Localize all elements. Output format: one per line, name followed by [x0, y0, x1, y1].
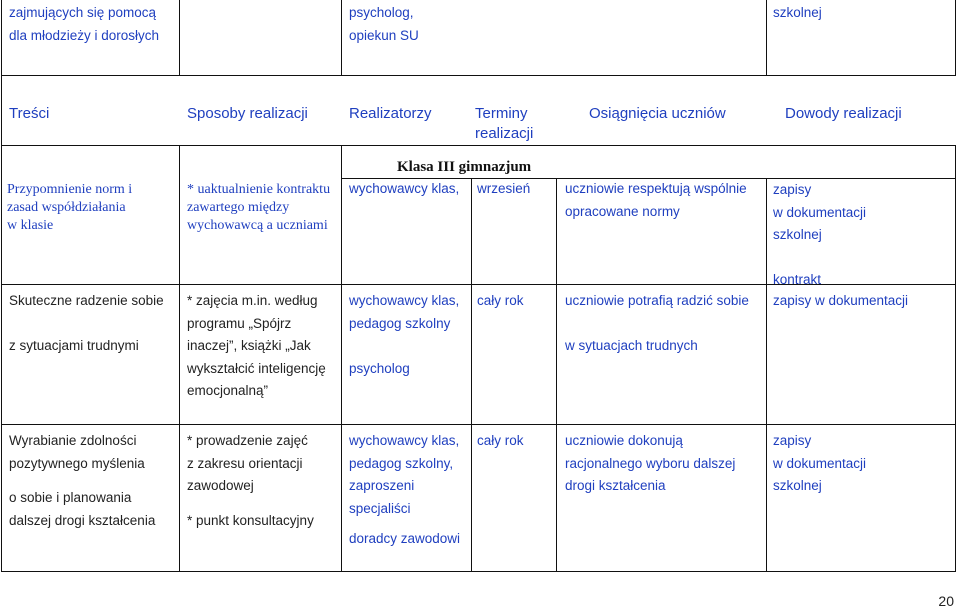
text-line: realizacji: [475, 125, 534, 142]
column-divider: [766, 178, 767, 572]
top-row-cell-2: [349, 2, 419, 47]
text-line: drogi kształcenia: [565, 478, 666, 493]
row2-osiagniecia: [565, 290, 749, 358]
text-line: szkolnej: [773, 478, 822, 493]
column-divider: [179, 145, 180, 572]
text-line: cały rok: [477, 433, 524, 448]
text-line: * punkt konsultacyjny: [187, 512, 314, 528]
text-line: pozytywnego myślenia: [9, 455, 145, 471]
header-terminy: [475, 104, 533, 144]
row-divider: [1, 75, 956, 76]
blank-line: [9, 313, 164, 336]
text-line: psycholog: [349, 360, 410, 376]
column-divider: [556, 178, 557, 572]
blank-line: [349, 335, 459, 358]
row-divider: [1, 424, 956, 425]
header-tresci: Treści: [9, 105, 50, 122]
row2-terminy: [477, 290, 524, 313]
text-line: zapisy: [773, 433, 812, 448]
text-line: wykształcić inteligencję: [187, 360, 326, 376]
text-line: inaczej”, książki „Jak: [187, 338, 311, 353]
row2-dowody: [773, 290, 908, 313]
row2-tresci: [9, 290, 164, 358]
text-line: doradcy zawodowi: [349, 531, 461, 546]
text-line: zapisy w dokumentacji: [773, 293, 909, 308]
header-sposoby: Sposoby realizacji: [187, 105, 308, 122]
text-line: wrzesień: [477, 181, 531, 196]
text-line: Skuteczne radzenie sobie: [9, 293, 164, 308]
text-line: racjonalnego wyboru dalszej: [565, 455, 736, 471]
text-line: opiekun SU: [349, 27, 419, 43]
text-line: * prowadzenie zajęć: [187, 433, 308, 448]
text-line: Terminy: [475, 105, 528, 122]
blank-line: [773, 247, 866, 270]
text-line: pedagog szkolny,: [349, 455, 454, 471]
text-line: emocjonalną”: [187, 383, 269, 398]
table-border-left: [1, 0, 2, 572]
text-line: w dokumentacji: [773, 204, 867, 220]
row2-sposoby: [187, 290, 326, 403]
text-line: szkolnej: [773, 5, 822, 20]
text-line: Przypomnienie norm i: [7, 182, 133, 197]
row1-realizatorzy: [349, 178, 459, 201]
text-line: z zakresu orientacji: [187, 455, 303, 471]
row1-dowody: [773, 179, 866, 292]
row3-sposoby: [187, 430, 314, 532]
text-line: programu „Spójrz: [187, 315, 292, 331]
table-border-bottom: [1, 571, 956, 572]
text-line: dalszej drogi kształcenia: [9, 512, 156, 528]
text-line: z sytuacjami trudnymi: [9, 338, 139, 353]
blank-line: [349, 520, 460, 528]
header-dowody: Dowody realizacji: [785, 105, 902, 122]
text-line: * uaktualnienie kontraktu: [187, 182, 331, 197]
row1-sposoby: [187, 181, 330, 235]
text-line: zapisy: [773, 182, 812, 197]
row1-tresci: [7, 181, 132, 235]
text-line: wychowawcy klas,: [349, 433, 460, 448]
text-line: psycholog,: [349, 5, 414, 20]
row-divider: [1, 145, 956, 146]
row3-realizatorzy: [349, 430, 460, 551]
page-number: 20: [938, 593, 954, 609]
row1-osiagniecia: [565, 178, 747, 223]
text-line: zasad współdziałania: [7, 200, 126, 215]
text-line: wychowawcą a uczniami: [187, 218, 328, 233]
row2-realizatorzy: [349, 290, 459, 380]
text-line: wychowawcy klas,: [349, 181, 460, 196]
top-row-cell-3: [773, 2, 822, 25]
text-line: w sytuacjach trudnych: [565, 338, 698, 353]
text-line: * zajęcia m.in. według: [187, 293, 318, 308]
text-line: uczniowie potrafią radzić sobie: [565, 293, 749, 308]
text-line: wychowawcy klas,: [349, 293, 460, 308]
text-line: zajmujących się pomocą: [9, 5, 157, 20]
column-divider: [766, 0, 767, 75]
column-divider: [341, 0, 342, 75]
text-line: szkolnej: [773, 227, 822, 242]
section-title: Klasa III gimnazjum: [397, 159, 532, 175]
text-line: zaproszeni: [349, 478, 415, 493]
column-divider: [471, 178, 472, 572]
row3-dowody: [773, 430, 866, 498]
text-line: w klasie: [7, 218, 54, 233]
header-realizatorzy: Realizatorzy: [349, 105, 432, 122]
text-line: dla młodzieży i dorosłych: [9, 27, 160, 43]
text-line: o sobie i planowania: [9, 490, 132, 505]
table-border-right: [955, 0, 956, 75]
header-osiagniecia: Osiągnięcia uczniów: [589, 105, 726, 122]
blank-line: [565, 313, 749, 336]
column-divider: [341, 145, 342, 572]
text-line: cały rok: [477, 293, 524, 308]
text-line: zawartego między: [187, 200, 290, 215]
column-divider: [179, 0, 180, 75]
text-line: kontrakt: [773, 272, 822, 287]
text-line: Wyrabianie zdolności: [9, 433, 137, 448]
row3-terminy: [477, 430, 524, 453]
blank-line: [9, 475, 155, 487]
text-line: opracowane normy: [565, 203, 680, 219]
text-line: uczniowie dokonują: [565, 433, 683, 448]
text-line: w dokumentacji: [773, 455, 867, 471]
text-line: zawodowej: [187, 478, 254, 493]
row3-osiagniecia: [565, 430, 735, 498]
top-row-cell-1: [9, 2, 159, 47]
text-line: pedagog szkolny: [349, 315, 451, 331]
text-line: specjaliści: [349, 500, 411, 516]
row1-terminy: [477, 178, 530, 201]
table-border-right: [955, 145, 956, 572]
blank-line: [187, 498, 314, 510]
row3-tresci: [9, 430, 155, 532]
text-line: uczniowie respektują wspólnie: [565, 181, 747, 196]
